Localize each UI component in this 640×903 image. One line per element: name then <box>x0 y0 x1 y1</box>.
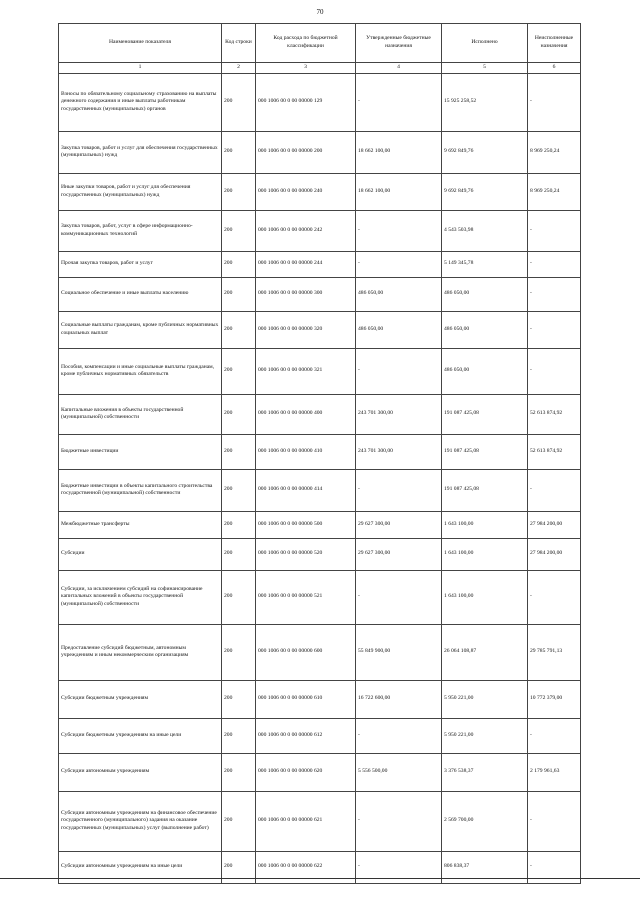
unexecuted-value: - <box>528 718 581 753</box>
executed-value: 191 087 425,08 <box>442 469 528 511</box>
approved-value: 486 050,00 <box>356 277 442 311</box>
unexecuted-value: - <box>528 791 581 851</box>
approved-value: 29 627 300,00 <box>356 538 442 570</box>
line-code: 200 <box>222 251 256 277</box>
unexecuted-value: 27 984 200,00 <box>528 511 581 538</box>
table-row <box>59 718 581 753</box>
approved-value: - <box>356 73 442 131</box>
column-number: 4 <box>356 63 442 74</box>
table-header-row <box>59 24 581 63</box>
line-code: 200 <box>222 434 256 469</box>
page-number: 70 <box>316 8 324 16</box>
classification-code: 000 1006 00 0 00 00000 520 <box>256 538 356 570</box>
classification-code: 000 1006 00 0 00 00000 244 <box>256 251 356 277</box>
column-numbers-row <box>59 63 581 74</box>
executed-value: 5 950 221,00 <box>442 718 528 753</box>
classification-code: 000 1006 00 0 00 00000 414 <box>256 469 356 511</box>
table-row <box>59 277 581 311</box>
header-unexecuted-appropriations: Неисполненные назначения <box>528 24 581 63</box>
indicator-name: Бюджетные инвестиции в объекты капитального строительства государственной (муниципальной) собственности <box>59 469 222 511</box>
table-row <box>59 210 581 251</box>
approved-value: - <box>356 210 442 251</box>
classification-code: 000 1006 00 0 00 00000 129 <box>256 73 356 131</box>
table-row <box>59 434 581 469</box>
indicator-name: Субсидии бюджетным учреждениям <box>59 680 222 718</box>
unexecuted-value: - <box>528 73 581 131</box>
unexecuted-value: 52 613 874,92 <box>528 434 581 469</box>
table-row <box>59 791 581 851</box>
classification-code: 000 1006 00 0 00 00000 612 <box>256 718 356 753</box>
indicator-name: Субсидии автономным учреждениям на иные цели <box>59 851 222 883</box>
table-row <box>59 570 581 624</box>
table-row <box>59 311 581 348</box>
line-code: 200 <box>222 624 256 680</box>
classification-code: 000 1006 00 0 00 00000 410 <box>256 434 356 469</box>
executed-value: 1 643 100,00 <box>442 511 528 538</box>
classification-code: 000 1006 00 0 00 00000 240 <box>256 173 356 210</box>
line-code: 200 <box>222 131 256 173</box>
indicator-name: Межбюджетные трансферты <box>59 511 222 538</box>
unexecuted-value: 2 179 961,63 <box>528 753 581 791</box>
table-row <box>59 131 581 173</box>
indicator-name: Субсидии автономным учреждениям на финансовое обеспечение государственного (муниципального) задания на оказание государственных (муниципальных) услуг (выполнение работ) <box>59 791 222 851</box>
executed-value: 486 050,00 <box>442 348 528 394</box>
line-code: 200 <box>222 753 256 791</box>
table-row <box>59 348 581 394</box>
executed-value: 1 643 100,00 <box>442 570 528 624</box>
line-code: 200 <box>222 718 256 753</box>
classification-code: 000 1006 00 0 00 00000 620 <box>256 753 356 791</box>
unexecuted-value: - <box>528 210 581 251</box>
classification-code: 000 1006 00 0 00 00000 521 <box>256 570 356 624</box>
approved-value: 29 627 300,00 <box>356 511 442 538</box>
classification-code: 000 1006 00 0 00 00000 320 <box>256 311 356 348</box>
approved-value: - <box>356 348 442 394</box>
unexecuted-value: 52 613 874,92 <box>528 394 581 434</box>
column-number: 1 <box>59 63 222 74</box>
classification-code: 000 1006 00 0 00 00000 200 <box>256 131 356 173</box>
approved-value: - <box>356 851 442 883</box>
unexecuted-value: - <box>528 851 581 883</box>
classification-code: 000 1006 00 0 00 00000 621 <box>256 791 356 851</box>
executed-value: 3 376 538,37 <box>442 753 528 791</box>
header-approved-appropriations: Утвержденные бюджетные назначения <box>356 24 442 63</box>
executed-value: 15 925 258,52 <box>442 73 528 131</box>
indicator-name: Прочая закупка товаров, работ и услуг <box>59 251 222 277</box>
indicator-name: Закупка товаров, работ и услуг для обеспечения государственных (муниципальных) нужд <box>59 131 222 173</box>
footer-divider <box>0 878 640 879</box>
table-row <box>59 624 581 680</box>
approved-value: 16 722 600,00 <box>356 680 442 718</box>
line-code: 200 <box>222 680 256 718</box>
executed-value: 9 692 849,76 <box>442 173 528 210</box>
column-number: 2 <box>222 63 256 74</box>
column-number: 3 <box>256 63 356 74</box>
line-code: 200 <box>222 851 256 883</box>
indicator-name: Закупка товаров, работ, услуг в сфере информационно-коммуникационных технологий <box>59 210 222 251</box>
line-code: 200 <box>222 173 256 210</box>
approved-value: 18 662 100,00 <box>356 131 442 173</box>
approved-value: - <box>356 718 442 753</box>
unexecuted-value: - <box>528 469 581 511</box>
budget-execution-table <box>58 23 581 884</box>
column-number: 5 <box>442 63 528 74</box>
classification-code: 000 1006 00 0 00 00000 622 <box>256 851 356 883</box>
unexecuted-value: 8 969 250,24 <box>528 173 581 210</box>
unexecuted-value: 8 969 250,24 <box>528 131 581 173</box>
unexecuted-value: - <box>528 348 581 394</box>
line-code: 200 <box>222 348 256 394</box>
table-row <box>59 251 581 277</box>
executed-value: 806 838,37 <box>442 851 528 883</box>
unexecuted-value: - <box>528 570 581 624</box>
executed-value: 9 692 849,76 <box>442 131 528 173</box>
indicator-name: Социальное обеспечение и иные выплаты населению <box>59 277 222 311</box>
header-indicator-name: Наименование показателя <box>59 24 222 63</box>
indicator-name: Субсидии бюджетным учреждениям на иные цели <box>59 718 222 753</box>
unexecuted-value: 29 785 791,13 <box>528 624 581 680</box>
executed-value: 486 050,00 <box>442 311 528 348</box>
indicator-name: Предоставление субсидий бюджетным, автономным учреждениям и иным некоммерческим организациям <box>59 624 222 680</box>
approved-value: 5 556 500,00 <box>356 753 442 791</box>
approved-value: 55 849 900,00 <box>356 624 442 680</box>
unexecuted-value: - <box>528 277 581 311</box>
classification-code: 000 1006 00 0 00 00000 500 <box>256 511 356 538</box>
line-code: 200 <box>222 73 256 131</box>
executed-value: 4 543 503,98 <box>442 210 528 251</box>
approved-value: 243 701 300,00 <box>356 434 442 469</box>
approved-value: 486 050,00 <box>356 311 442 348</box>
classification-code: 000 1006 00 0 00 00000 600 <box>256 624 356 680</box>
indicator-name: Бюджетные инвестиции <box>59 434 222 469</box>
table-row <box>59 511 581 538</box>
header-executed: Исполнено <box>442 24 528 63</box>
indicator-name: Субсидии <box>59 538 222 570</box>
classification-code: 000 1006 00 0 00 00000 242 <box>256 210 356 251</box>
line-code: 200 <box>222 538 256 570</box>
approved-value: 243 701 300,00 <box>356 394 442 434</box>
approved-value: - <box>356 570 442 624</box>
classification-code: 000 1006 00 0 00 00000 400 <box>256 394 356 434</box>
line-code: 200 <box>222 570 256 624</box>
executed-value: 191 087 425,08 <box>442 434 528 469</box>
table-row <box>59 538 581 570</box>
line-code: 200 <box>222 311 256 348</box>
executed-value: 5 149 345,78 <box>442 251 528 277</box>
line-code: 200 <box>222 210 256 251</box>
column-number: 6 <box>528 63 581 74</box>
indicator-name: Субсидии, за исключением субсидий на софинансирование капитальных вложений в объекты государственной (муниципальной) собственности <box>59 570 222 624</box>
line-code: 200 <box>222 511 256 538</box>
unexecuted-value: 27 984 200,00 <box>528 538 581 570</box>
line-code: 200 <box>222 469 256 511</box>
line-code: 200 <box>222 277 256 311</box>
executed-value: 1 643 100,00 <box>442 538 528 570</box>
executed-value: 191 087 425,08 <box>442 394 528 434</box>
line-code: 200 <box>222 791 256 851</box>
classification-code: 000 1006 00 0 00 00000 321 <box>256 348 356 394</box>
table-row <box>59 394 581 434</box>
indicator-name: Взносы по обязательному социальному страхованию на выплаты денежного содержания и иные выплаты работникам государственных (муниципальных) органов <box>59 73 222 131</box>
unexecuted-value: - <box>528 311 581 348</box>
table-row <box>59 73 581 131</box>
indicator-name: Пособия, компенсации и иные социальные выплаты гражданам, кроме публичных нормативных обязательств <box>59 348 222 394</box>
table-row <box>59 173 581 210</box>
executed-value: 5 950 221,00 <box>442 680 528 718</box>
unexecuted-value: 10 772 379,00 <box>528 680 581 718</box>
unexecuted-value: - <box>528 251 581 277</box>
indicator-name: Иные закупки товаров, работ и услуг для обеспечения государственных (муниципальных) нужд <box>59 173 222 210</box>
approved-value: 18 662 100,00 <box>356 173 442 210</box>
executed-value: 2 569 700,00 <box>442 791 528 851</box>
header-line-code: Код строки <box>222 24 256 63</box>
table-row <box>59 680 581 718</box>
approved-value: - <box>356 251 442 277</box>
table-row <box>59 753 581 791</box>
line-code: 200 <box>222 394 256 434</box>
approved-value: - <box>356 791 442 851</box>
classification-code: 000 1006 00 0 00 00000 610 <box>256 680 356 718</box>
header-budget-classification-code: Код расхода по бюджетной классификации <box>256 24 356 63</box>
indicator-name: Субсидии автономным учреждениям <box>59 753 222 791</box>
executed-value: 26 064 108,87 <box>442 624 528 680</box>
approved-value: - <box>356 469 442 511</box>
classification-code: 000 1006 00 0 00 00000 300 <box>256 277 356 311</box>
indicator-name: Социальные выплаты гражданам, кроме публичных нормативных социальных выплат <box>59 311 222 348</box>
executed-value: 486 050,00 <box>442 277 528 311</box>
table-row <box>59 469 581 511</box>
indicator-name: Капитальные вложения в объекты государственной (муниципальной) собственности <box>59 394 222 434</box>
